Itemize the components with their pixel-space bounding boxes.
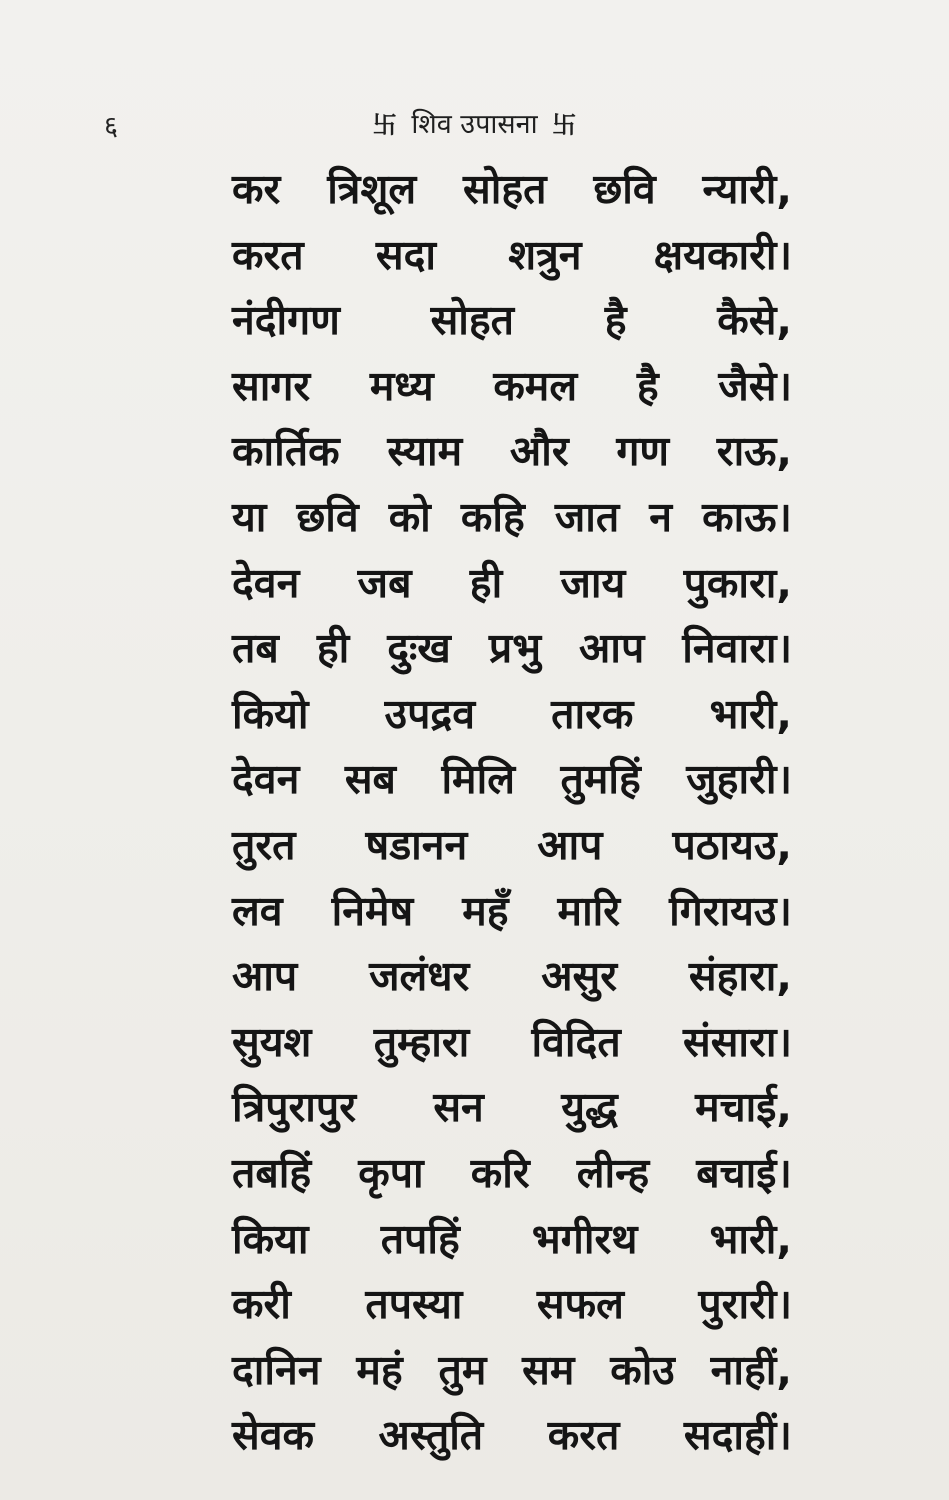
verse-word: मचाई, bbox=[695, 1083, 792, 1132]
verse-word: तपस्या bbox=[365, 1280, 463, 1329]
verse-word: सन bbox=[433, 1083, 484, 1132]
verse-word: सदाहीं। bbox=[683, 1411, 792, 1460]
verse-line bbox=[232, 160, 792, 226]
verse-word: सदा bbox=[375, 230, 436, 279]
verse-word: नंदीगण bbox=[232, 296, 340, 345]
verse-word: तब bbox=[232, 624, 279, 673]
verse-word: अस्तुति bbox=[378, 1411, 484, 1460]
verse-word: करत bbox=[232, 230, 304, 279]
verse-line bbox=[232, 750, 792, 816]
verse-word: तुमहिं bbox=[560, 755, 641, 804]
verse-word: स्याम bbox=[387, 427, 463, 476]
running-header bbox=[0, 104, 949, 141]
verse-word: आप bbox=[537, 820, 603, 869]
verse-word: आप bbox=[579, 624, 645, 673]
verse-word: सब bbox=[344, 755, 396, 804]
verse-word: जलंधर bbox=[369, 952, 470, 1001]
verse-word: जाय bbox=[560, 558, 626, 607]
verse-line bbox=[232, 488, 792, 554]
page-number: ६ bbox=[104, 111, 119, 142]
verse-word: भारी, bbox=[709, 689, 792, 738]
verse-word: कियो bbox=[232, 689, 309, 738]
verse-word: भारी, bbox=[709, 1214, 792, 1263]
verse-word: काऊ। bbox=[702, 492, 792, 541]
verse-word: सफल bbox=[536, 1280, 624, 1329]
verse-word: संसारा। bbox=[683, 1017, 792, 1066]
verse-word: पठायउ, bbox=[672, 820, 792, 869]
verse-line bbox=[232, 1341, 792, 1407]
verse-word: असुर bbox=[541, 952, 618, 1001]
verse-word: दानिन bbox=[232, 1345, 321, 1394]
verse-word: मिलि bbox=[441, 755, 515, 804]
verse-word: निवारा। bbox=[682, 624, 792, 673]
verse-word: क्षयकारी। bbox=[653, 230, 792, 279]
verse-word: कार्तिक bbox=[232, 427, 340, 476]
verse-word: बचाई। bbox=[696, 1148, 792, 1197]
verse-line bbox=[232, 554, 792, 620]
swastika-icon-right: 卐 bbox=[552, 111, 577, 139]
verse-word: त्रिशूल bbox=[327, 165, 417, 213]
verse-word: महँ bbox=[462, 886, 509, 935]
verse-line bbox=[232, 1078, 792, 1144]
verse-word: सेवक bbox=[232, 1411, 314, 1460]
verse-word: तुम्हारा bbox=[373, 1017, 470, 1066]
verse-word: षडानन bbox=[365, 820, 468, 869]
verse-word: को bbox=[388, 492, 431, 541]
verse-block bbox=[232, 160, 792, 1472]
verse-word: तुम bbox=[438, 1345, 487, 1394]
verse-word: लव bbox=[232, 886, 283, 935]
verse-word: संहारा, bbox=[688, 952, 792, 1001]
verse-line bbox=[232, 619, 792, 685]
verse-word: लीन्ह bbox=[576, 1148, 650, 1197]
verse-word: न्यारी, bbox=[702, 165, 792, 213]
verse-word: मारि bbox=[557, 886, 621, 935]
verse-word: आप bbox=[232, 952, 298, 1001]
verse-line bbox=[232, 947, 792, 1013]
verse-word: पुरारी। bbox=[698, 1280, 792, 1329]
verse-word: छवि bbox=[593, 165, 656, 213]
verse-word: न bbox=[649, 492, 673, 541]
verse-word: कर bbox=[232, 165, 281, 213]
verse-word: जात bbox=[554, 492, 620, 541]
verse-word: कोउ bbox=[610, 1345, 675, 1394]
header-title: शिव उपासना bbox=[411, 109, 538, 140]
verse-line bbox=[232, 1275, 792, 1341]
verse-word: करी bbox=[232, 1280, 291, 1329]
verse-line bbox=[232, 882, 792, 948]
verse-word: तपहिं bbox=[380, 1214, 460, 1263]
verse-word: सोहत bbox=[463, 165, 547, 213]
verse-word: कैसे, bbox=[717, 296, 792, 345]
verse-word: देवन bbox=[232, 558, 300, 607]
verse-line bbox=[232, 291, 792, 357]
verse-word: कृपा bbox=[358, 1148, 424, 1197]
verse-word: सम bbox=[522, 1345, 575, 1394]
verse-word: विदित bbox=[531, 1017, 621, 1066]
verse-line bbox=[232, 816, 792, 882]
verse-word: ही bbox=[316, 624, 350, 673]
verse-word: किया bbox=[232, 1214, 309, 1263]
verse-word: भगीरथ bbox=[531, 1214, 638, 1263]
verse-line bbox=[232, 422, 792, 488]
verse-word: कमल bbox=[493, 361, 578, 410]
verse-word: करत bbox=[547, 1411, 620, 1460]
verse-word: दुःख bbox=[387, 624, 451, 673]
verse-line bbox=[232, 226, 792, 292]
verse-word: पुकारा, bbox=[683, 558, 792, 607]
verse-word: सागर bbox=[232, 361, 311, 410]
verse-word: जब bbox=[357, 558, 412, 607]
swastika-icon-left: 卐 bbox=[372, 111, 397, 139]
verse-line bbox=[232, 357, 792, 423]
verse-line bbox=[232, 1406, 792, 1472]
verse-line bbox=[232, 685, 792, 751]
verse-word: तारक bbox=[551, 689, 634, 738]
verse-word: करि bbox=[470, 1148, 530, 1197]
verse-line bbox=[232, 1210, 792, 1276]
verse-word: तुरत bbox=[232, 820, 296, 869]
verse-line bbox=[232, 1144, 792, 1210]
verse-word: और bbox=[509, 427, 569, 476]
verse-word: गण bbox=[616, 427, 670, 476]
verse-word: छवि bbox=[296, 492, 359, 541]
verse-word: जुहारी। bbox=[686, 755, 792, 804]
verse-word: है bbox=[604, 296, 627, 345]
verse-word: नाहीं, bbox=[710, 1345, 792, 1394]
verse-word: जैसे। bbox=[718, 361, 792, 410]
verse-word: गिरायउ। bbox=[669, 886, 792, 935]
verse-word: कहि bbox=[460, 492, 525, 541]
verse-word: युद्ध bbox=[561, 1083, 618, 1132]
verse-word: है bbox=[636, 361, 659, 410]
verse-word: सोहत bbox=[430, 296, 515, 345]
verse-word: राऊ, bbox=[716, 427, 792, 476]
verse-line bbox=[232, 1013, 792, 1079]
verse-word: महं bbox=[356, 1345, 403, 1394]
verse-word: ही bbox=[469, 558, 503, 607]
verse-word: त्रिपुरापुर bbox=[232, 1083, 356, 1132]
verse-word: तबहिं bbox=[232, 1148, 312, 1197]
verse-word: शत्रुन bbox=[508, 230, 582, 279]
verse-word: निमेष bbox=[331, 886, 414, 935]
verse-word: मध्य bbox=[369, 361, 434, 410]
verse-word: सुयश bbox=[232, 1017, 312, 1066]
verse-word: देवन bbox=[232, 755, 300, 804]
verse-word: प्रभु bbox=[488, 624, 542, 673]
verse-word: उपद्रव bbox=[384, 689, 475, 738]
verse-word: या bbox=[232, 492, 267, 541]
